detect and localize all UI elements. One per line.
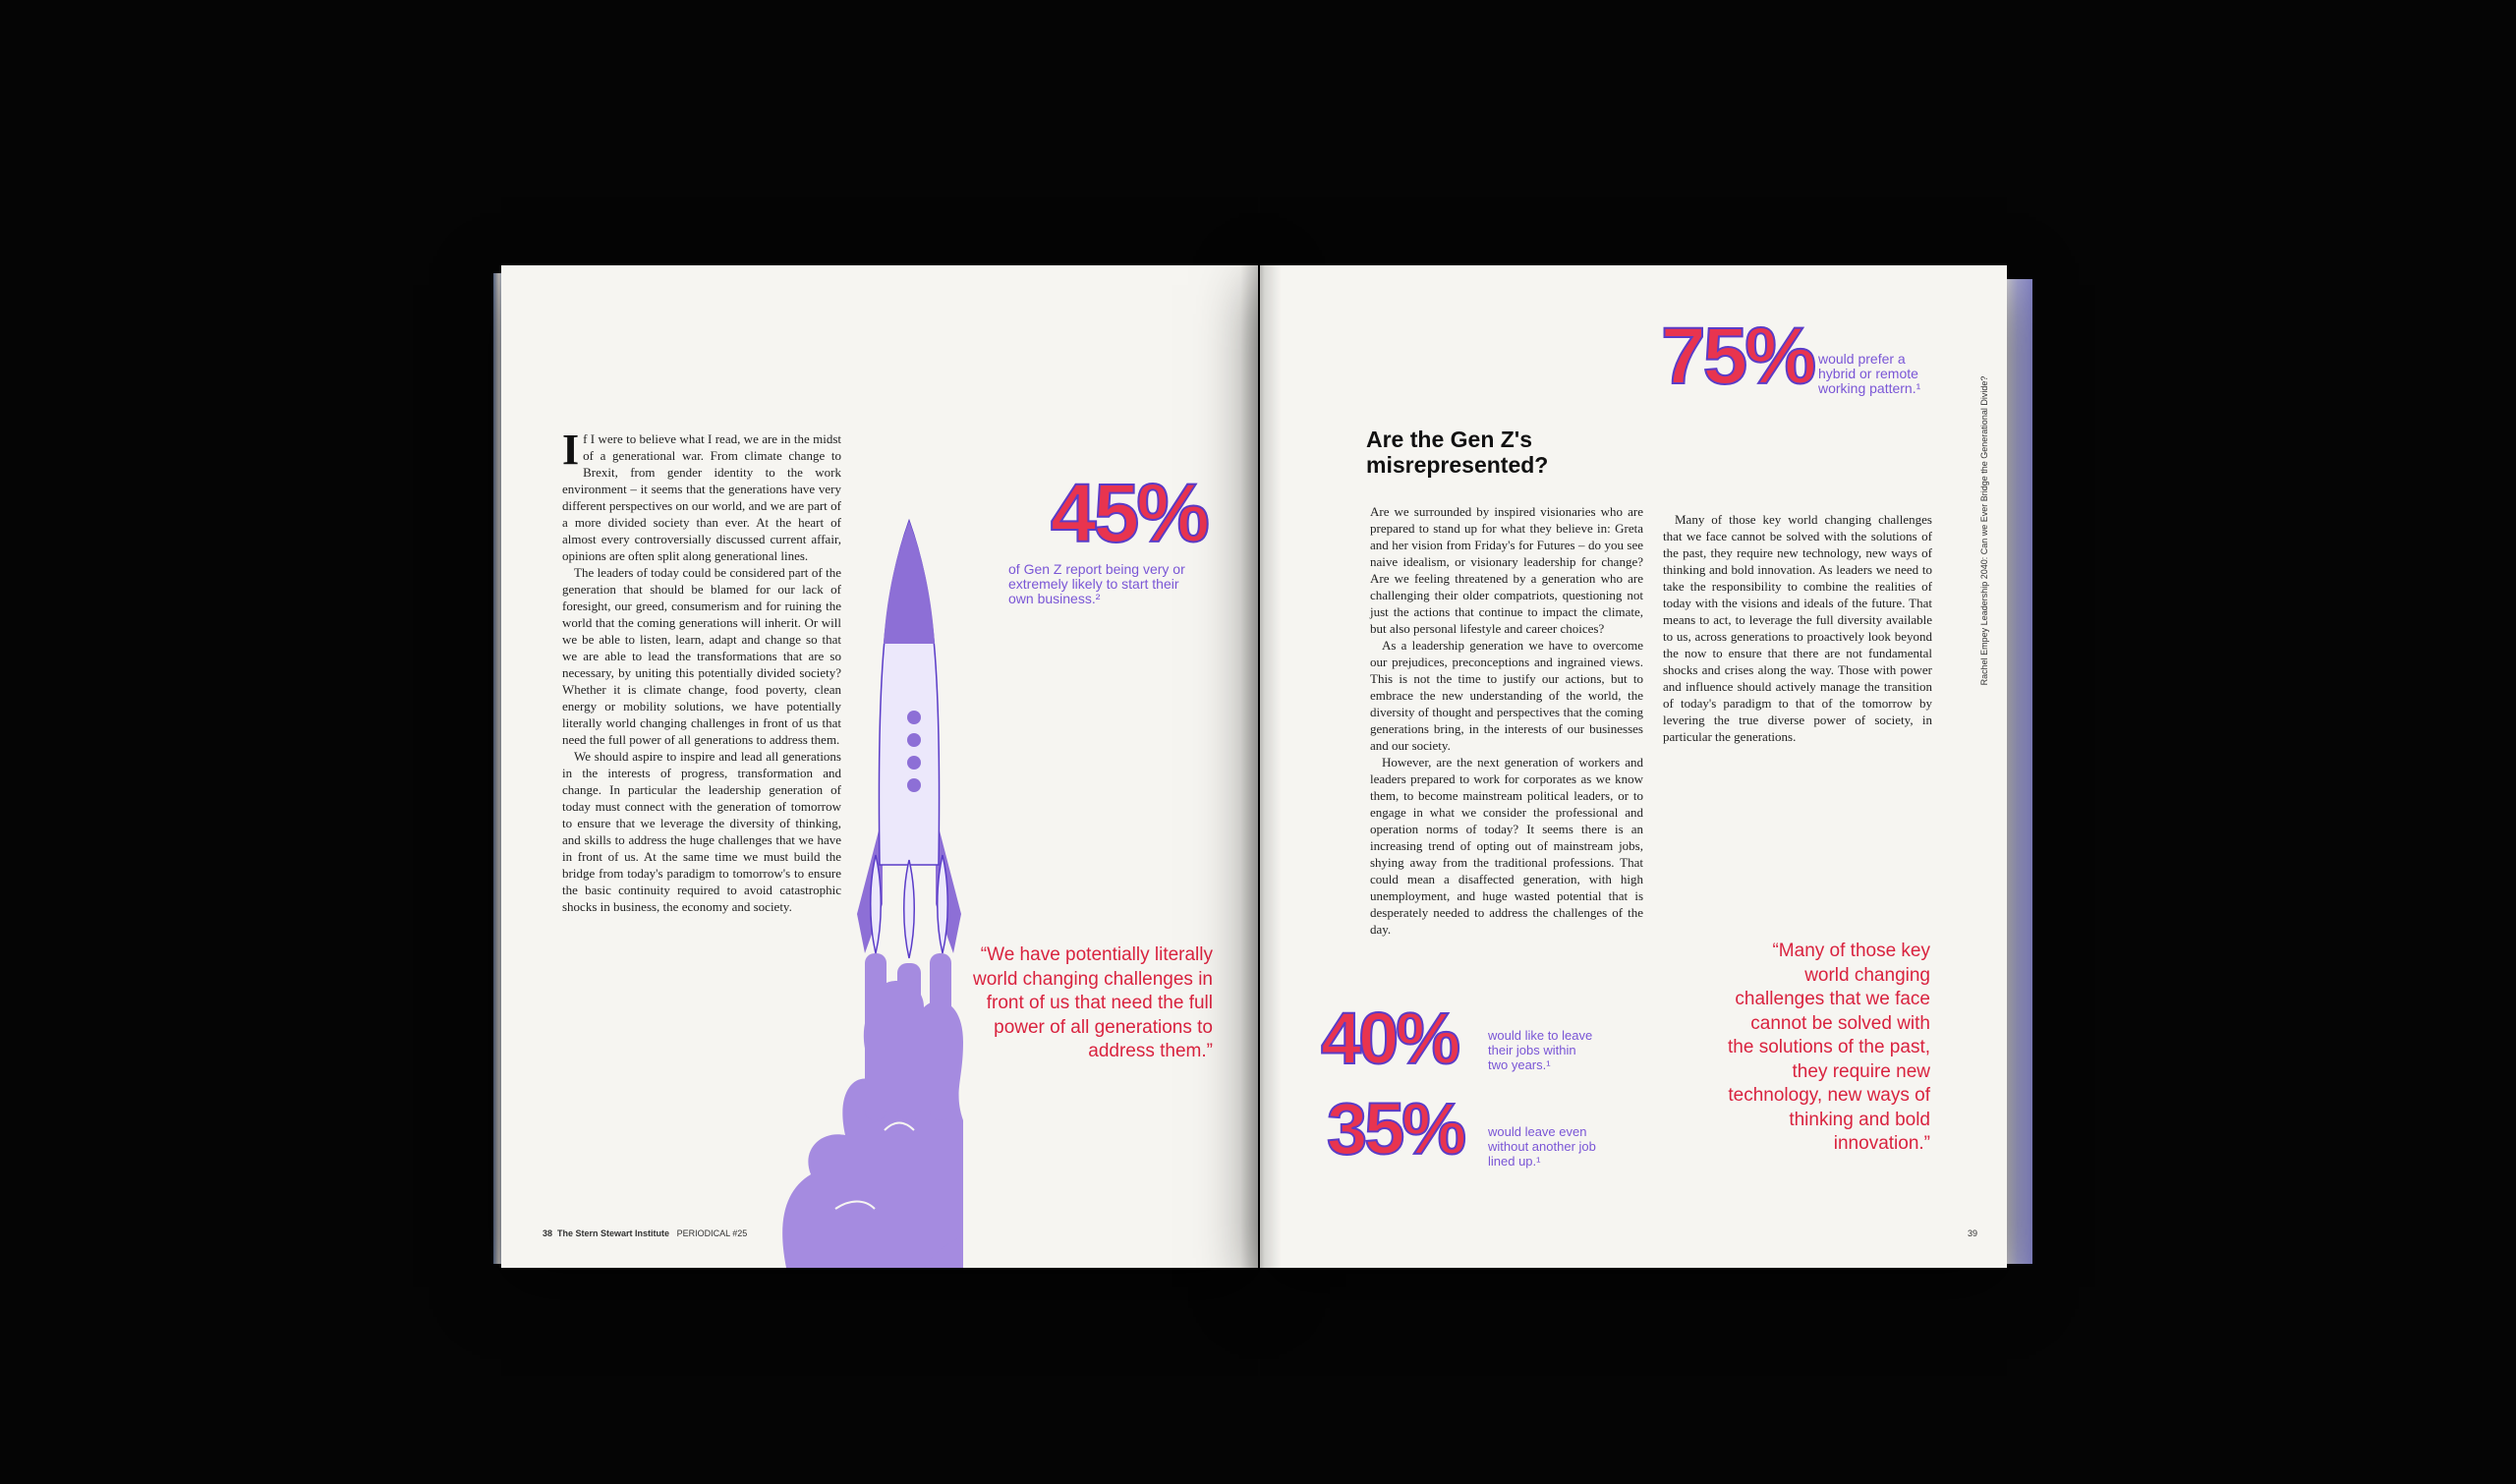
- left-paragraph-3: We should aspire to inspire and lead all generations in the interests of progress, transformation and change. In particular the leadership generation of today must connect with the generation of tomorrow to ensure that we leverage the diversity of thinking, and skills to address the huge challenges that we have in front of us. At the same time we must build the bridge from today's paradigm to tomorrow's to ensure the basic continuity required to avoid catastrophic shocks in business, the economy and society.: [562, 749, 841, 914]
- page-number-right: 39: [1968, 1228, 1978, 1238]
- right-paragraph-2: As a leadership generation we have to overcome our prejudices, preconceptions and ingrained views. This is not the time to justify our actions, but to embrace the new understanding of the world, the diversity of thought and perspectives that the coming generations bring, in the interests of our businesses and our society.: [1370, 638, 1643, 753]
- exhaust-left: [865, 953, 886, 1120]
- rocket-illustration: [767, 442, 963, 1268]
- right-paragraph-4: Many of those key world changing challenges that we face cannot be solved with the solutions of the past, they require new technology, new ways of thinking and bold innovation. As leaders we need to take the responsibility to combine the realities of today with the visions and ideals of the future. That means to act, to leverage the full diversity available to us, across generations to proactively look beyond the now to ensure that there are not fundamental shocks and crises along the way. Those with power and influence should actively manage the transition of today's paradigm to that of the tomorrow by levering the true diverse power of society, in particular the generations.: [1663, 512, 1932, 744]
- left-pull-quote: “We have potentially literally world changing challenges in front of us that need the full power of all generations to address them.”: [973, 944, 1213, 1061]
- stat-45-note: of Gen Z report being very or extremely likely to start their own business.²: [1008, 561, 1185, 606]
- rocket-window: [907, 778, 921, 792]
- stat-45-value: 45%: [1050, 467, 1207, 559]
- left-paragraph-2: The leaders of today could be considered part of the generation that should be blamed for our lack of foresight, our greed, consumerism and for ruining the world that the coming generations will inherit. Or will we be able to listen, learn, adapt and change so that we are able to lead the transformations that are so necessary, by uniting this potentially divided society? Whether it is climate change, food poverty, clean energy or mobility solutions, we have potentially literally world changing challenges in front of us that need the full power of all generations to address them.: [562, 565, 841, 747]
- rocket-window: [907, 733, 921, 747]
- spine-shadow: [1240, 265, 1282, 1268]
- running-head-text: Rachel Empey Leadership 2040: Can we Ever Bridge the Generational Divide?: [1979, 375, 1989, 686]
- exhaust-center: [897, 963, 921, 1120]
- rocket-nose: [884, 521, 935, 644]
- article-heading: Are the Gen Z's misrepresented?: [1366, 427, 1549, 478]
- right-pull-quote: “Many of those key world changing challenges that we face cannot be solved with the solutions of the past, they require new technology, new ways of thinking and bold innovation.”: [1728, 941, 1930, 1154]
- rocket-window: [907, 756, 921, 770]
- left-folio: [543, 1228, 837, 1238]
- stat-75-note: would prefer a hybrid or remote working pattern.¹: [1818, 351, 1921, 396]
- right-paragraph-3: However, are the next generation of workers and leaders prepared to work for corporates as we know them, to become mainstream political leaders, or to engage in what we consider the professional and operation norms of today? It seems there is an increasing trend of opting out of mainstream jobs, shying away from the traditional professions. That could mean a disaffected generation, with high unemployment, and huge wasted potential that is desperately needed to address the challenges of the day.: [1370, 755, 1643, 937]
- right-paragraph-1: Are we surrounded by inspired visionaries who are prepared to stand up for what they believe in: Greta and her vision from Friday's for Futures – do you see naive idealism, or visionary leadership for change? Are we feeling threatened by a generation who are challenging their older compatriots, questioning not just the actions that continue to impact the climate, but also personal lifestyle and career choices?: [1370, 504, 1643, 636]
- page-number-left: 38: [543, 1228, 553, 1238]
- rocket-window: [907, 711, 921, 724]
- exhaust-right: [930, 953, 951, 1120]
- dropcap: I: [562, 426, 580, 474]
- stat-35-value: 35%: [1327, 1088, 1464, 1170]
- rocket-booster-center: [904, 860, 915, 958]
- issue-label: PERIODICAL #25: [676, 1228, 748, 1238]
- running-head: [1977, 354, 1991, 708]
- left-paragraph-1: f I were to believe what I read, we are in the midst of a generational war. From climate change to Brexit, from gender identity to the work environment – it seems that the generations have very different perspectives on our world, and we are part of a more divided society than ever. At the heart of almost every controversially discussed current affair, opinions are often split along generational lines.: [562, 431, 841, 563]
- right-page-edge: [2003, 279, 2032, 1264]
- left-page: [501, 265, 1258, 1268]
- stat-40-note: would like to leave their jobs within two years.¹: [1488, 1028, 1593, 1072]
- right-body-column-1: [1370, 503, 1643, 938]
- stat-40-value: 40%: [1321, 998, 1458, 1079]
- right-body-column-2: [1663, 511, 1932, 745]
- stat-75-value: 75%: [1661, 312, 1814, 401]
- publisher-name: The Stern Stewart Institute: [557, 1228, 670, 1238]
- stat-35-note: would leave even without another job lined up.¹: [1488, 1124, 1596, 1169]
- right-page: [1260, 265, 2007, 1268]
